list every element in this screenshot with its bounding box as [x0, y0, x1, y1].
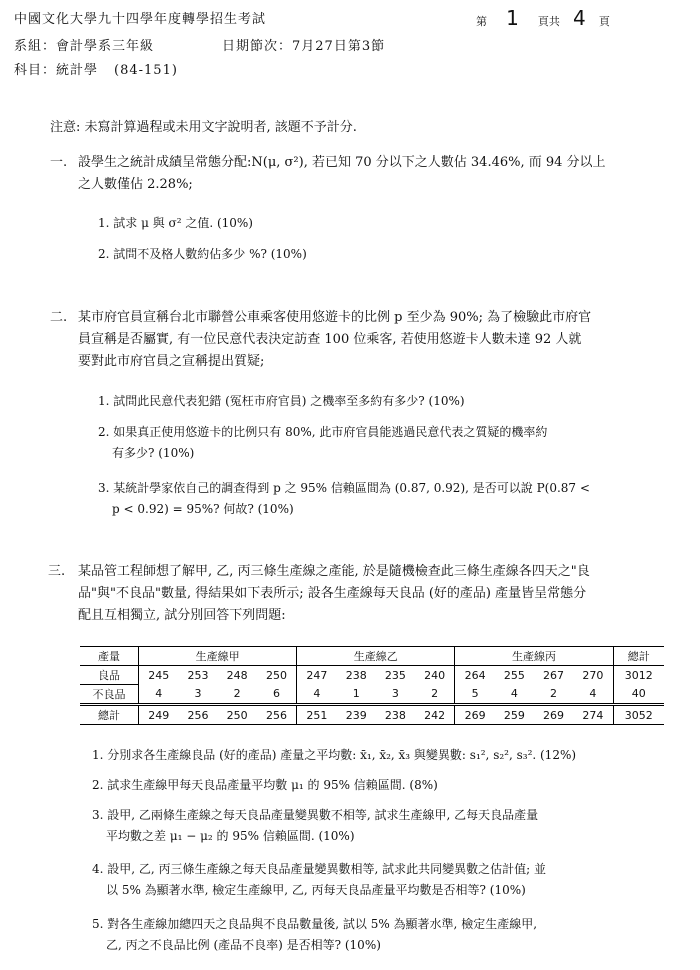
- q3-sub-2: 2. 試求生產線甲每天良品產量平均數 μ₁ 的 95% 信賴區間. (8%): [92, 778, 438, 792]
- q1-line-2: 之人數僅佔 2.28%;: [78, 177, 193, 192]
- cell: 4: [495, 685, 534, 705]
- cell: 256: [178, 705, 217, 725]
- page-indicator: [476, 6, 686, 30]
- q2-line-3: 要對此市府官員之宣稱提出質疑;: [78, 354, 265, 369]
- subject-code: (84-151): [114, 63, 178, 78]
- subject-label: 科目：: [14, 63, 57, 78]
- cell: 249: [139, 705, 179, 725]
- page-suffix: 頁: [598, 15, 610, 28]
- cell: 4: [139, 685, 179, 705]
- q3-line-3: 配且互相獨立, 試分別回答下列問題:: [78, 608, 286, 623]
- department-label: 系組：: [14, 39, 57, 54]
- cell: 1: [337, 685, 376, 705]
- cell: 259: [495, 705, 534, 725]
- cell: 255: [503, 668, 525, 682]
- row-label: 良品: [80, 666, 139, 685]
- cell: 250: [218, 705, 257, 725]
- table-row-defective: [80, 685, 664, 705]
- q2-sub-1: 1. 試問此民意代表犯錯 (冤枉市府官員) 之機率至多約有多少? (10%): [98, 394, 465, 408]
- q1-number: 一.: [50, 155, 68, 170]
- table-corner: 產量: [80, 647, 139, 666]
- q1-sub-1: 1. 試求 μ 與 σ² 之值. (10%): [98, 216, 253, 230]
- cell: 3: [178, 685, 217, 705]
- q1-line-1: 設學生之統計成績呈常態分配:N(μ, σ²), 若已知 70 分以下之人數佔 34.46%, 而 94 分以上: [78, 155, 606, 170]
- table-header-total: 總計: [613, 647, 664, 666]
- row-label: 總計: [80, 705, 139, 725]
- department-line: [14, 38, 154, 55]
- page-total: 4: [573, 6, 586, 30]
- q3-line-1: 某品管工程師想了解甲, 乙, 丙三條生產線之產能, 於是隨機檢查此三條生產線各四天之"良: [78, 564, 590, 579]
- cell: 4: [573, 685, 613, 705]
- q2-sub-2b: 有多少? (10%): [112, 446, 195, 460]
- q3-sub-1: 1. 分別求各生產線良品 (好的產品) 產量之平均數: x̄₁, x̄₂, x̄₃ 與變異數: s₁², s₂², s₃². (12%): [92, 748, 577, 762]
- page-number: 1: [506, 6, 519, 30]
- cell-total: 3012: [613, 666, 664, 685]
- exam-title: 中國文化大學九十四學年度轉學招生考試: [14, 12, 267, 27]
- q2-line-2: 員宣稱是否屬實, 有一位民意代表決定訪查 100 位乘客, 若使用悠遊卡人數未達 92 人就: [78, 332, 582, 347]
- table-header-line-b: 生產線乙: [297, 647, 455, 666]
- cell: 269: [534, 705, 573, 725]
- cell: 253: [187, 668, 209, 682]
- q1-sub-2: 2. 試問不及格人數約佔多少 %? (10%): [98, 247, 307, 261]
- cell-total: 40: [613, 685, 664, 705]
- cell: 248: [226, 668, 248, 682]
- cell-total: 3052: [613, 705, 664, 725]
- q3-sub-4a: 4. 設甲, 乙, 丙三條生產線之每天良品產量變異數相等, 試求此共同變異數之估計值; 並: [92, 862, 547, 876]
- q3-sub-4b: 以 5% 為顯著水準, 檢定生產線甲, 乙, 丙每天良品產量平均數是否相等? (10%): [106, 883, 526, 897]
- table-header-line-a: 生產線甲: [139, 647, 297, 666]
- cell: 264: [455, 666, 495, 685]
- cell: 250: [265, 668, 287, 682]
- q3-sub-5a: 5. 對各生產線加總四天之良品與不良品數量後, 試以 5% 為顯著水準, 檢定生產線甲,: [92, 917, 538, 931]
- cell: 235: [384, 668, 406, 682]
- cell: 2: [415, 685, 455, 705]
- subject-value: 統計學: [56, 63, 99, 78]
- q2-number: 二.: [50, 310, 68, 325]
- notice: 注意: 未寫計算過程或未用文字說明者, 該題不予計分.: [50, 120, 357, 135]
- q3-sub-3a: 3. 設甲, 乙兩條生產線之每天良品產量變異數不相等, 試求生產線甲, 乙每天良品產量: [92, 808, 539, 822]
- production-table: [80, 646, 664, 725]
- page-mid: 頁共: [537, 15, 560, 28]
- cell: 3: [376, 685, 415, 705]
- cell: 267: [543, 668, 565, 682]
- cell: 269: [455, 705, 495, 725]
- subject-line: [14, 62, 178, 79]
- date-value: 7月27日第3節: [292, 39, 386, 54]
- cell: 2: [218, 685, 257, 705]
- date-label: 日期節次：: [222, 39, 293, 54]
- q3-number: 三.: [48, 564, 66, 579]
- cell: 6: [257, 685, 297, 705]
- q2-sub-3b: p < 0.92) = 95%? 何故? (10%): [112, 502, 294, 516]
- q2-line-1: 某市府官員宣稱台北市聯營公車乘客使用悠遊卡的比例 p 至少為 90%; 為了檢驗此市府官: [78, 310, 592, 325]
- cell: 245: [139, 666, 179, 685]
- table-row-good: [80, 666, 664, 685]
- cell: 2: [534, 685, 573, 705]
- cell: 5: [455, 685, 495, 705]
- cell: 256: [257, 705, 297, 725]
- cell: 238: [345, 668, 367, 682]
- cell: 240: [424, 668, 446, 682]
- cell: 247: [297, 666, 337, 685]
- cell: 274: [573, 705, 613, 725]
- cell: 270: [582, 668, 604, 682]
- q3-sub-3b: 平均數之差 μ₁ − μ₂ 的 95% 信賴區間. (10%): [106, 829, 355, 843]
- q2-sub-2a: 2. 如果真正使用悠遊卡的比例只有 80%, 此市府官員能逃過民意代表之質疑的機率約: [98, 425, 548, 439]
- cell: 251: [297, 705, 337, 725]
- date-line: [222, 38, 385, 55]
- table-row-total: [80, 705, 664, 725]
- cell: 239: [337, 705, 376, 725]
- q3-sub-5b: 乙, 丙之不良品比例 (產品不良率) 是否相等? (10%): [106, 938, 381, 952]
- row-label: 不良品: [80, 685, 139, 705]
- cell: 242: [415, 705, 455, 725]
- cell: 4: [297, 685, 337, 705]
- department-value: 會計學系三年級: [56, 39, 155, 54]
- q2-sub-3a: 3. 某統計學家依自己的調查得到 p 之 95% 信賴區間為 (0.87, 0.92), 是否可以說 P(0.87 <: [98, 481, 590, 495]
- table-header-line-c: 生產線丙: [455, 647, 613, 666]
- q3-line-2: 品"與"不良品"數量, 得結果如下表所示; 設各生產線每天良品 (好的產品) 產量皆呈常態分: [78, 586, 587, 601]
- page-prefix: 第: [476, 15, 487, 28]
- cell: 238: [376, 705, 415, 725]
